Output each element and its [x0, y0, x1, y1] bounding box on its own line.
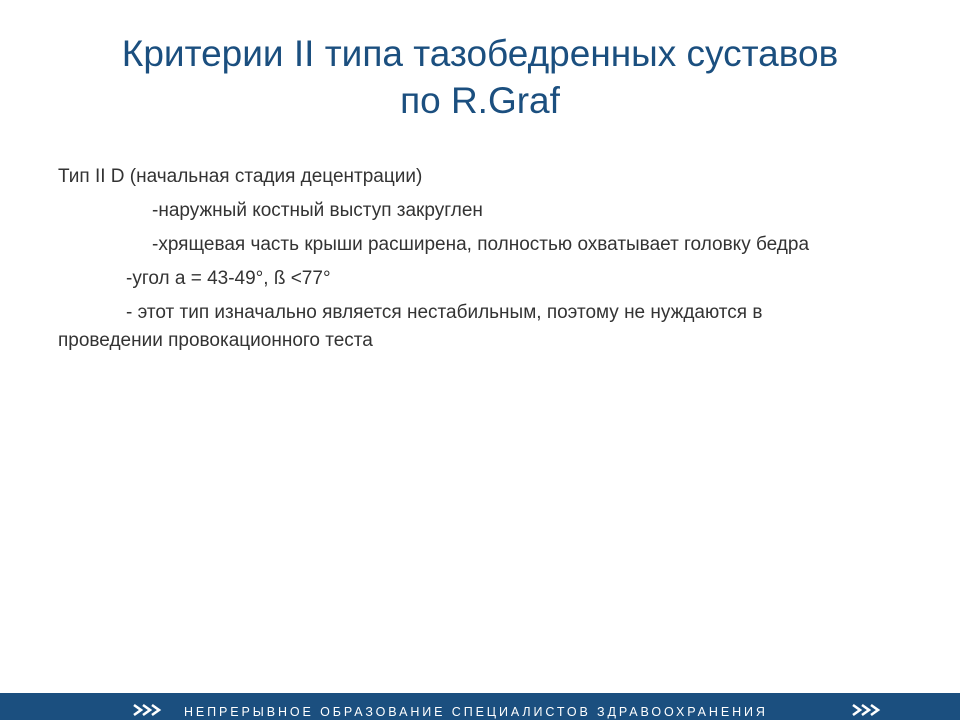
slide-title-line-2: по R.Graf: [400, 80, 560, 121]
type-heading: Тип II D (начальная стадия децентрации): [58, 166, 423, 187]
slide-body: [58, 163, 858, 361]
double-chevron-right-icon: [132, 703, 166, 717]
double-chevron-right-icon: [851, 703, 885, 717]
slide-title-line-1: Критерии II типа тазобедренных суставов: [121, 33, 839, 74]
footer-banner: [0, 693, 960, 720]
slide-title: [40, 30, 920, 124]
criterion-instability-note: - этот тип изначально является нестабильным, поэтому не нуждаются в проведении провокационного теста: [58, 302, 763, 351]
criterion-cartilage-roof: -хрящевая часть крыши расширена, полностью охватывает головку бедра: [152, 234, 810, 255]
criterion-angles: -угол a = 43-49°, ß <77°: [126, 268, 331, 289]
criterion-bony-rim: -наружный костный выступ закруглен: [152, 200, 483, 221]
footer-tagline: НЕПРЕРЫВНОЕ ОБРАЗОВАНИЕ СПЕЦИАЛИСТОВ ЗДРАВООХРАНЕНИЯ: [184, 705, 768, 719]
